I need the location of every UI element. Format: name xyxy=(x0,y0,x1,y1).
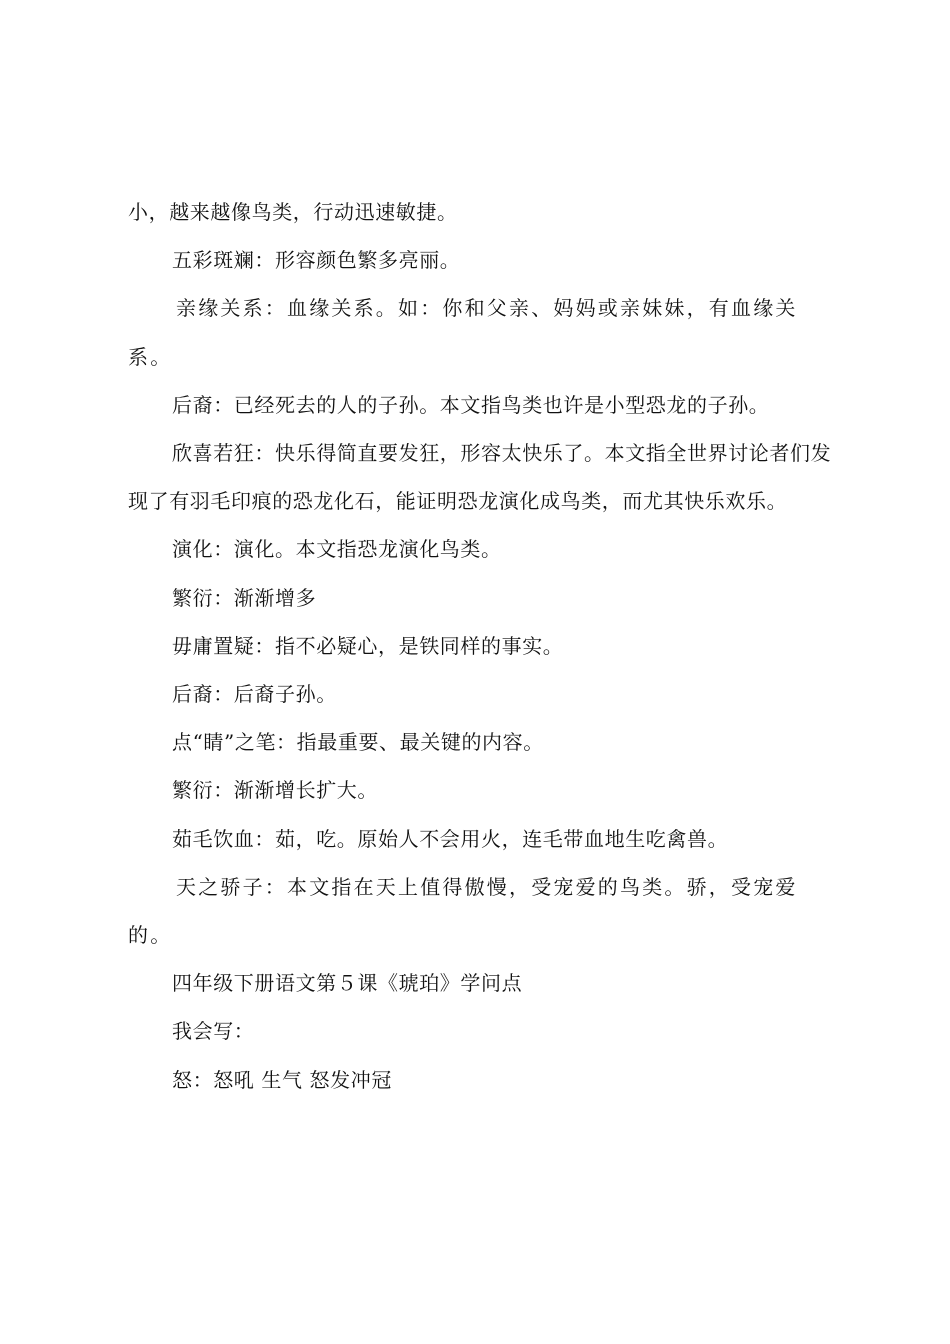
paragraph-yanhua: 演化：演化。本文指恐龙演化鸟类。 xyxy=(172,537,502,562)
paragraph-wucai-banlan: 五彩斑斓：形容颜色繁多亮丽。 xyxy=(172,248,461,273)
paragraph-fanyan: 繁衍：渐渐增多 xyxy=(172,585,317,610)
paragraph-wo-hui-xie: 我会写： xyxy=(172,1019,255,1044)
paragraph-rumao-yinxue: 茹毛饮血：茹，吃。原始人不会用火，连毛带血地生吃禽兽。 xyxy=(172,826,729,851)
paragraph-tianzhi-jiaozi: 天之骄子：本文指在天上值得傲慢，受宠爱的鸟类。骄，受宠爱的。 xyxy=(128,874,798,948)
section-heading-lesson-5: 四年级下册语文第５课《琥珀》学问点 xyxy=(172,971,523,996)
paragraph-dianjing-zhibi: 点“睛”之笔：指最重要、最关键的内容。 xyxy=(172,730,544,755)
paragraph-continuation: 小，越来越像鸟类，行动迅速敏捷。 xyxy=(128,200,458,224)
paragraph-houyi: 后裔：已经死去的人的子孙。本文指鸟类也许是小型恐龙的子孙。 xyxy=(172,392,770,417)
paragraph-qinyuan-guanxi: 亲缘关系：血缘关系。如：你和父亲、妈妈或亲妹妹，有血缘关系。 xyxy=(128,296,798,369)
paragraph-houyi-zisun: 后裔：后裔子孙。 xyxy=(172,682,337,707)
paragraph-nu-words: 怒：怒吼 生气 怒发冲冠 xyxy=(172,1067,392,1092)
paragraph-xinxi-ruokuang: 欣喜若狂：快乐得简直要发狂，形容太快乐了。本文指全世界讨论者们发现了有羽毛印痕的恐龙化石，能证明恐龙演化成鸟类，而尤其快乐欢乐。 xyxy=(128,441,832,514)
document-body xyxy=(128,188,833,1104)
paragraph-fanyan-kuoda: 繁衍：渐渐增长扩大。 xyxy=(172,778,378,803)
paragraph-wuyong-zhiyi: 毋庸置疑：指不必疑心，是铁同样的事实。 xyxy=(172,633,564,658)
